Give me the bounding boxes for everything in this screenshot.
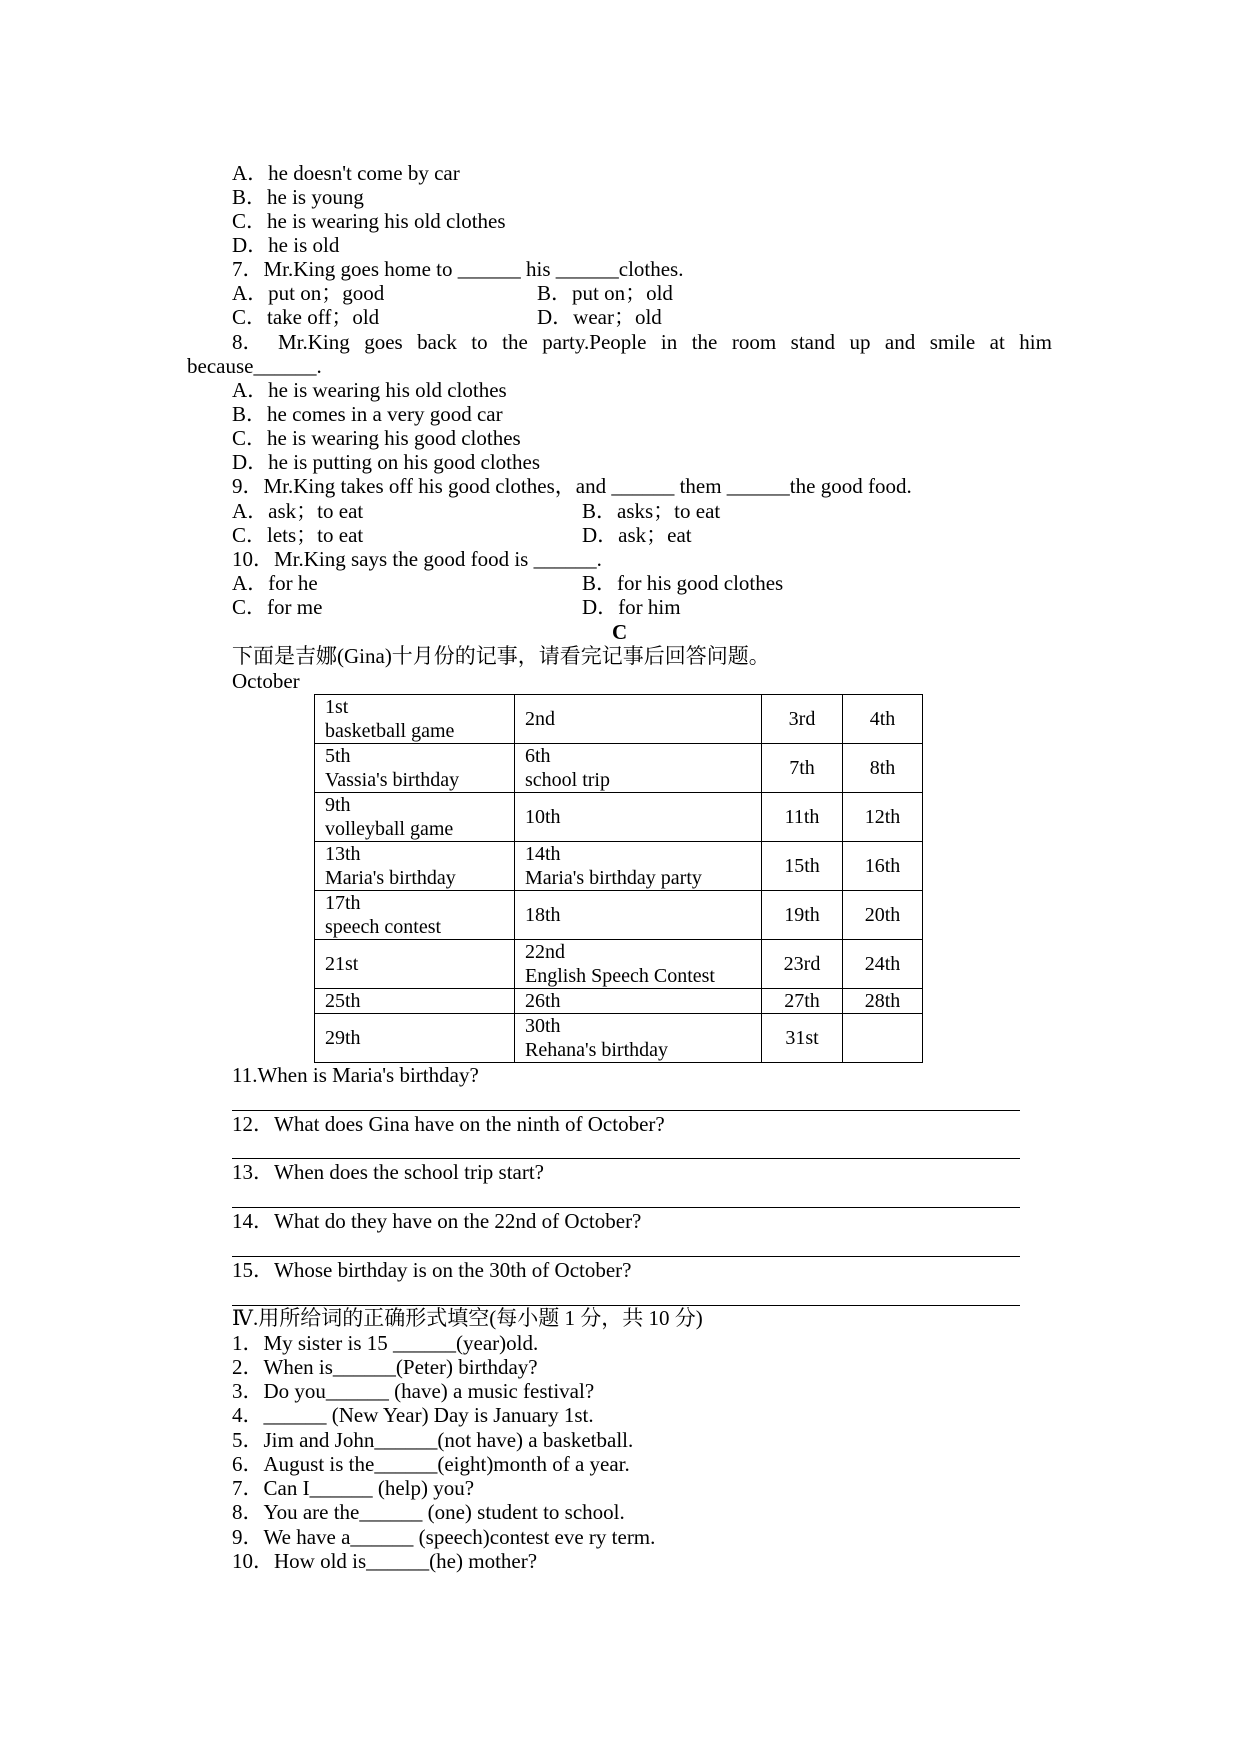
calendar-cell: 27th — [762, 989, 843, 1014]
question-11: 11.When is Maria's birthday? — [232, 1063, 479, 1087]
calendar-cell: 24th — [843, 940, 923, 989]
calendar-cell: 30th Rehana's birthday — [515, 1014, 762, 1063]
calendar-cell: 14th Maria's birthday party — [515, 842, 762, 891]
calendar-cell: 5th Vassia's birthday — [315, 744, 515, 793]
calendar-cell: 3rd — [762, 695, 843, 744]
fill-item: 5．Jim and John______(not have) a basketball. — [232, 1428, 634, 1452]
q8-option-a: A．he is wearing his old clothes — [232, 378, 507, 402]
q8-option-d: D．he is putting on his good clothes — [232, 450, 540, 474]
q10-option-a: A．for he — [232, 571, 318, 595]
calendar-cell: 28th — [843, 989, 923, 1014]
calendar-cell: 18th — [515, 891, 762, 940]
calendar-row — [315, 940, 923, 989]
section-c-heading: C — [612, 620, 628, 644]
q6-option-b: B．he is young — [232, 185, 364, 209]
q10-option-c: C．for me — [232, 595, 323, 619]
calendar-cell: 8th — [843, 744, 923, 793]
answer-line-12[interactable] — [232, 1158, 1020, 1159]
fill-item: 9．We have a______ (speech)contest eve ry term. — [232, 1525, 656, 1549]
calendar-row — [315, 695, 923, 744]
calendar-row — [315, 989, 923, 1014]
calendar-row — [315, 842, 923, 891]
q10-question: 10．Mr.King says the good food is ______. — [232, 547, 602, 571]
answer-line-11[interactable] — [232, 1110, 1020, 1111]
calendar-cell: 21st — [315, 940, 515, 989]
question-12: 12．What does Gina have on the ninth of October? — [232, 1112, 665, 1136]
calendar-row — [315, 1014, 923, 1063]
q9-option-a: A．ask；to eat — [232, 499, 364, 523]
q9-option-b: B．asks；to eat — [582, 499, 721, 523]
q7-option-b: B．put on；old — [537, 281, 673, 305]
fill-item: 3．Do you______ (have) a music festival? — [232, 1379, 595, 1403]
q9-option-d: D．ask；eat — [582, 523, 692, 547]
q8-option-c: C．he is wearing his good clothes — [232, 426, 521, 450]
q9-question: 9．Mr.King takes off his good clothes，and ______ them ______the good food. — [232, 474, 912, 498]
fill-item: 4．______ (New Year) Day is January 1st. — [232, 1403, 594, 1427]
calendar-cell: 29th — [315, 1014, 515, 1063]
section-c-intro: 下面是吉娜(Gina)十月份的记事，请看完记事后回答问题。 — [232, 644, 770, 668]
fill-item: 2．When is______(Peter) birthday? — [232, 1355, 538, 1379]
fill-item: 10．How old is______(he) mother? — [232, 1549, 538, 1573]
calendar-cell: 9th volleyball game — [315, 793, 515, 842]
section-iv-heading: Ⅳ.用所给词的正确形式填空(每小题 1 分，共 10 分) — [232, 1306, 703, 1330]
calendar-cell: 19th — [762, 891, 843, 940]
q8-question: 8． Mr.King goes back to the party.People in the room stand up and smile at him — [232, 330, 1052, 354]
calendar-cell: 25th — [315, 989, 515, 1014]
calendar-cell: 2nd — [515, 695, 762, 744]
q8-option-b: B．he comes in a very good car — [232, 402, 503, 426]
calendar-cell: 1st basketball game — [315, 695, 515, 744]
calendar-cell: 10th — [515, 793, 762, 842]
q7-option-d: D．wear；old — [537, 305, 662, 329]
question-13: 13．When does the school trip start? — [232, 1160, 545, 1184]
question-14: 14．What do they have on the 22nd of October? — [232, 1209, 642, 1233]
calendar-cell: 31st — [762, 1014, 843, 1063]
calendar-cell: 20th — [843, 891, 923, 940]
q10-option-b: B．for his good clothes — [582, 571, 784, 595]
calendar-month: October — [232, 669, 300, 693]
fill-item: 6．August is the______(eight)month of a year. — [232, 1452, 630, 1476]
question-15: 15．Whose birthday is on the 30th of October? — [232, 1258, 632, 1282]
answer-line-14[interactable] — [232, 1256, 1020, 1257]
october-calendar — [314, 694, 923, 1063]
q6-option-d: D．he is old — [232, 233, 340, 257]
q6-option-a: A．he doesn't come by car — [232, 161, 460, 185]
fill-item: 1．My sister is 15 ______(year)old. — [232, 1331, 539, 1355]
calendar-cell: 4th — [843, 695, 923, 744]
calendar-cell — [843, 1014, 923, 1063]
answer-line-13[interactable] — [232, 1207, 1020, 1208]
calendar-cell: 6th school trip — [515, 744, 762, 793]
calendar-cell: 16th — [843, 842, 923, 891]
calendar-row — [315, 891, 923, 940]
calendar-cell: 23rd — [762, 940, 843, 989]
calendar-row — [315, 744, 923, 793]
calendar-cell: 12th — [843, 793, 923, 842]
calendar-cell: 26th — [515, 989, 762, 1014]
q7-option-a: A．put on；good — [232, 281, 385, 305]
q10-option-d: D．for him — [582, 595, 681, 619]
calendar-cell: 17th speech contest — [315, 891, 515, 940]
calendar-cell: 11th — [762, 793, 843, 842]
calendar-cell: 13th Maria's birthday — [315, 842, 515, 891]
q8-question-cont: because______. — [187, 354, 322, 378]
calendar-cell: 15th — [762, 842, 843, 891]
calendar-row — [315, 793, 923, 842]
calendar-cell: 22nd English Speech Contest — [515, 940, 762, 989]
q6-option-c: C．he is wearing his old clothes — [232, 209, 506, 233]
calendar-cell: 7th — [762, 744, 843, 793]
fill-item: 7．Can I______ (help) you? — [232, 1476, 475, 1500]
fill-item: 8．You are the______ (one) student to school. — [232, 1500, 625, 1524]
q7-question: 7．Mr.King goes home to ______ his ______clothes. — [232, 257, 684, 281]
q9-option-c: C．lets；to eat — [232, 523, 364, 547]
q7-option-c: C．take off；old — [232, 305, 380, 329]
